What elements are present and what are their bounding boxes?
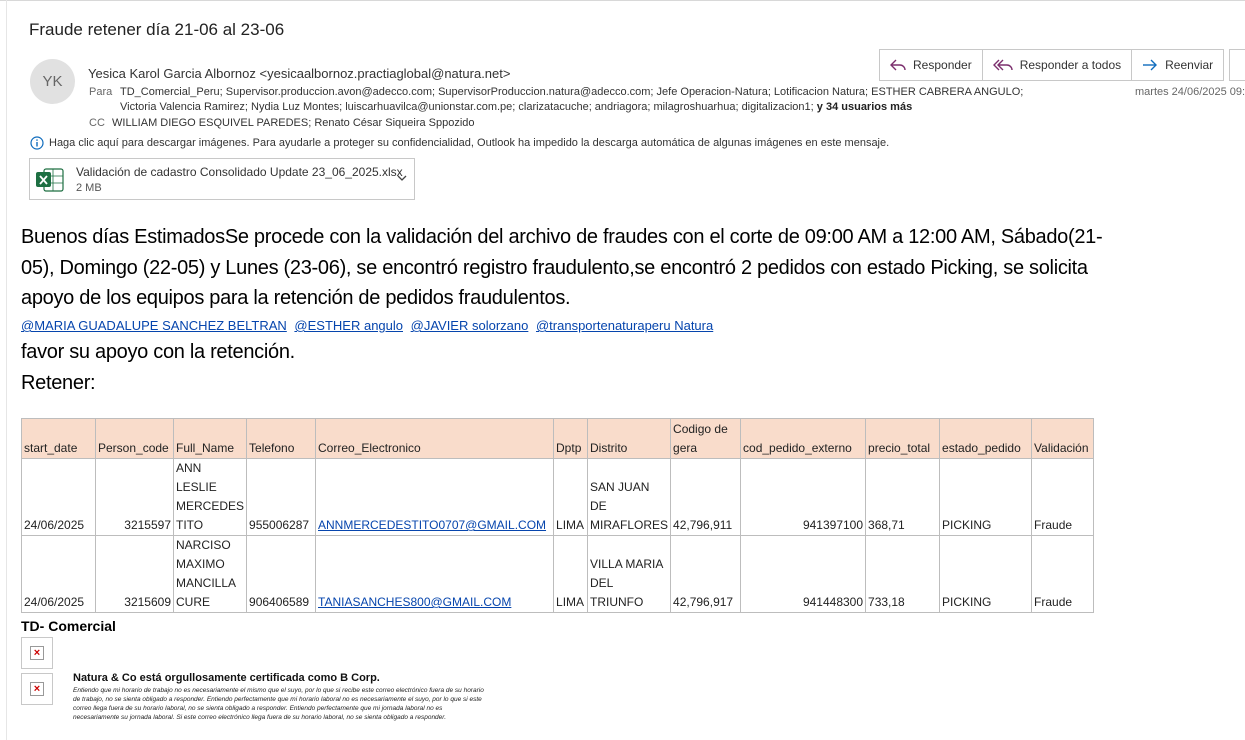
- forward-label: Reenviar: [1165, 58, 1214, 72]
- table-cell: 3215597: [96, 459, 174, 536]
- mention-transportenaturaperu[interactable]: @transportenaturaperu Natura: [535, 318, 714, 333]
- broken-image-icon: ×: [30, 646, 44, 660]
- table-cell: Fraude: [1032, 459, 1094, 536]
- to-recipients-line1[interactable]: TD_Comercial_Peru; Supervisor.produccion.avon@adecco.com; SupervisorProduccion.natura@adecco.com; Jefe Operacion-Natura; Lotificacion Natura; ESTHER CABRERA ANGULO;: [120, 86, 1024, 98]
- cc-recipients[interactable]: WILLIAM DIEGO ESQUIVEL PAREDES; Renato César Siqueira Sppozido: [112, 117, 475, 129]
- table-cell: PICKING: [940, 459, 1032, 536]
- avatar[interactable]: YK: [30, 59, 75, 104]
- disclaimer-text: Entiendo que mi horario de trabajo no es necesariamente el mismo que el suyo, por lo que si recibe este correo electrónico fuera de su horario de trabajo, no se sienta obligado a responder. Entiendo perfectamente que mi horario laboral no es necesariamente el suyo, por lo que si este correo llega fuera de su horario laboral, no se sienta obligado a responder. Entiendo perfectamente que mi jornada laboral no es necesariamente su jornada laboral. Si este correo electrónico llega fuera de su horario laboral, no se sienta obligado a responder.: [73, 687, 484, 721]
- fraud-orders-table: [21, 418, 1094, 613]
- reply-all-button[interactable]: [983, 50, 1132, 80]
- more-actions-button[interactable]: [1229, 49, 1245, 81]
- column-header: Telefono: [247, 419, 316, 459]
- table-cell: 24/06/2025: [22, 536, 96, 613]
- table-row: [22, 536, 1094, 613]
- download-images-bar[interactable]: [30, 136, 889, 150]
- cc-label: CC: [89, 117, 105, 129]
- body-line-2: 05), Domingo (22-05) y Lunes (23-06), se encontró registro fraudulento,se encontró 2 pedidos con estado Picking, se solicita: [21, 257, 1088, 279]
- table-cell: 42,796,911: [671, 459, 741, 536]
- table-cell: SAN JUAN DE MIRAFLORES: [588, 459, 671, 536]
- column-header: Dptp: [554, 419, 588, 459]
- table-cell: ANN LESLIE MERCEDES TITO: [174, 459, 247, 536]
- mentions: [21, 318, 717, 333]
- broken-image-placeholder[interactable]: [21, 637, 53, 669]
- column-header: Distrito: [588, 419, 671, 459]
- reply-all-label: Responder a todos: [1019, 58, 1122, 72]
- column-header: estado_pedido: [940, 419, 1032, 459]
- mention-maria-guadalupe[interactable]: @MARIA GUADALUPE SANCHEZ BELTRAN: [21, 318, 287, 333]
- table-cell: 42,796,917: [671, 536, 741, 613]
- table-cell: 941448300: [741, 536, 866, 613]
- body-line-1: Buenos días EstimadosSe procede con la validación del archivo de fraudes con el corte de 09:00 AM a 12:00 AM, Sábado(21-: [21, 226, 1103, 248]
- column-header: Person_code: [96, 419, 174, 459]
- table-cell: NARCISO MAXIMO MANCILLA CURE: [174, 536, 247, 613]
- reply-label: Responder: [913, 58, 972, 72]
- forward-button[interactable]: [1132, 50, 1223, 80]
- signature-title: TD- Comercial: [21, 618, 116, 634]
- info-icon: [30, 136, 44, 150]
- table-cell: Fraude: [1032, 536, 1094, 613]
- body-line-5: Retener:: [21, 372, 96, 394]
- attachment-card[interactable]: [29, 158, 415, 200]
- table-row: [22, 459, 1094, 536]
- table-cell: LIMA: [554, 459, 588, 536]
- column-header: precio_total: [866, 419, 940, 459]
- chevron-down-icon[interactable]: [396, 173, 408, 183]
- table-cell: VILLA MARIA DEL TRIUNFO: [588, 536, 671, 613]
- info-text[interactable]: Haga clic aquí para descargar imágenes. Para ayudarle a proteger su confidencialidad, Outlook ha impedido la descarga automática de algunas imágenes en este mensaje.: [49, 137, 890, 149]
- mention-esther-angulo[interactable]: @ESTHER angulo: [294, 318, 403, 333]
- reply-icon: [890, 58, 906, 72]
- sender-name[interactable]: Yesica Karol Garcia Albornoz <yesicaalbornoz.practiaglobal@natura.net>: [88, 66, 511, 81]
- reply-all-icon: [993, 58, 1013, 72]
- table-cell: 733,18: [866, 536, 940, 613]
- table-cell: 941397100: [741, 459, 866, 536]
- column-header: Correo_Electronico: [316, 419, 554, 459]
- sent-datetime: martes 24/06/2025 09:: [1135, 86, 1245, 98]
- top-border: [0, 0, 1245, 1]
- table-cell: 24/06/2025: [22, 459, 96, 536]
- email-link[interactable]: ANNMERCEDESTITO0707@GMAIL.COM: [318, 518, 547, 532]
- action-bar: [879, 49, 1224, 81]
- broken-image-icon: ×: [30, 682, 44, 696]
- left-border: [6, 0, 7, 740]
- table-cell: PICKING: [940, 536, 1032, 613]
- attachment-name: Validación de cadastro Consolidado Update 23_06_2025.xlsx: [76, 165, 403, 179]
- column-header: Codigo de gera: [671, 419, 741, 459]
- column-header: start_date: [22, 419, 96, 459]
- email-link[interactable]: TANIASANCHES800@GMAIL.COM: [318, 595, 512, 609]
- more-recipients-link[interactable]: y 34 usuarios más: [816, 101, 913, 113]
- attachment-size: 2 MB: [76, 182, 102, 194]
- column-header: Full_Name: [174, 419, 247, 459]
- to-recipients-text[interactable]: Victoria Valencia Ramirez; Nydia Luz Montes; luiscarhuavilca@unionstar.com.pe; clarizatacuche; andriagora; milagroshuarhua; digitalizacion1;: [120, 101, 814, 113]
- body-line-4: favor su apoyo con la retención.: [21, 341, 295, 363]
- bcorp-certification-title: Natura & Co está orgullosamente certificada como B Corp.: [73, 672, 380, 684]
- mention-javier-solorzano[interactable]: @JAVIER solorzano: [410, 318, 529, 333]
- table-cell: 3215609: [96, 536, 174, 613]
- reply-button[interactable]: [880, 50, 983, 80]
- table-cell: LIMA: [554, 536, 588, 613]
- table-cell: [316, 536, 554, 613]
- column-header: Validación: [1032, 419, 1094, 459]
- broken-image-placeholder[interactable]: [21, 673, 53, 705]
- table-cell: 368,71: [866, 459, 940, 536]
- table-cell: 906406589: [247, 536, 316, 613]
- to-label: Para: [89, 86, 113, 98]
- table-cell: [316, 459, 554, 536]
- excel-file-icon: [36, 168, 64, 192]
- body-line-3: apoyo de los equipos para la retención de pedidos fraudulentos.: [21, 287, 571, 309]
- to-recipients-line2[interactable]: [120, 101, 912, 113]
- email-subject: Fraude retener día 21-06 al 23-06: [29, 20, 285, 39]
- forward-icon: [1142, 58, 1158, 72]
- table-cell: 955006287: [247, 459, 316, 536]
- column-header: cod_pedido_externo: [741, 419, 866, 459]
- table-header-row: [22, 419, 1094, 459]
